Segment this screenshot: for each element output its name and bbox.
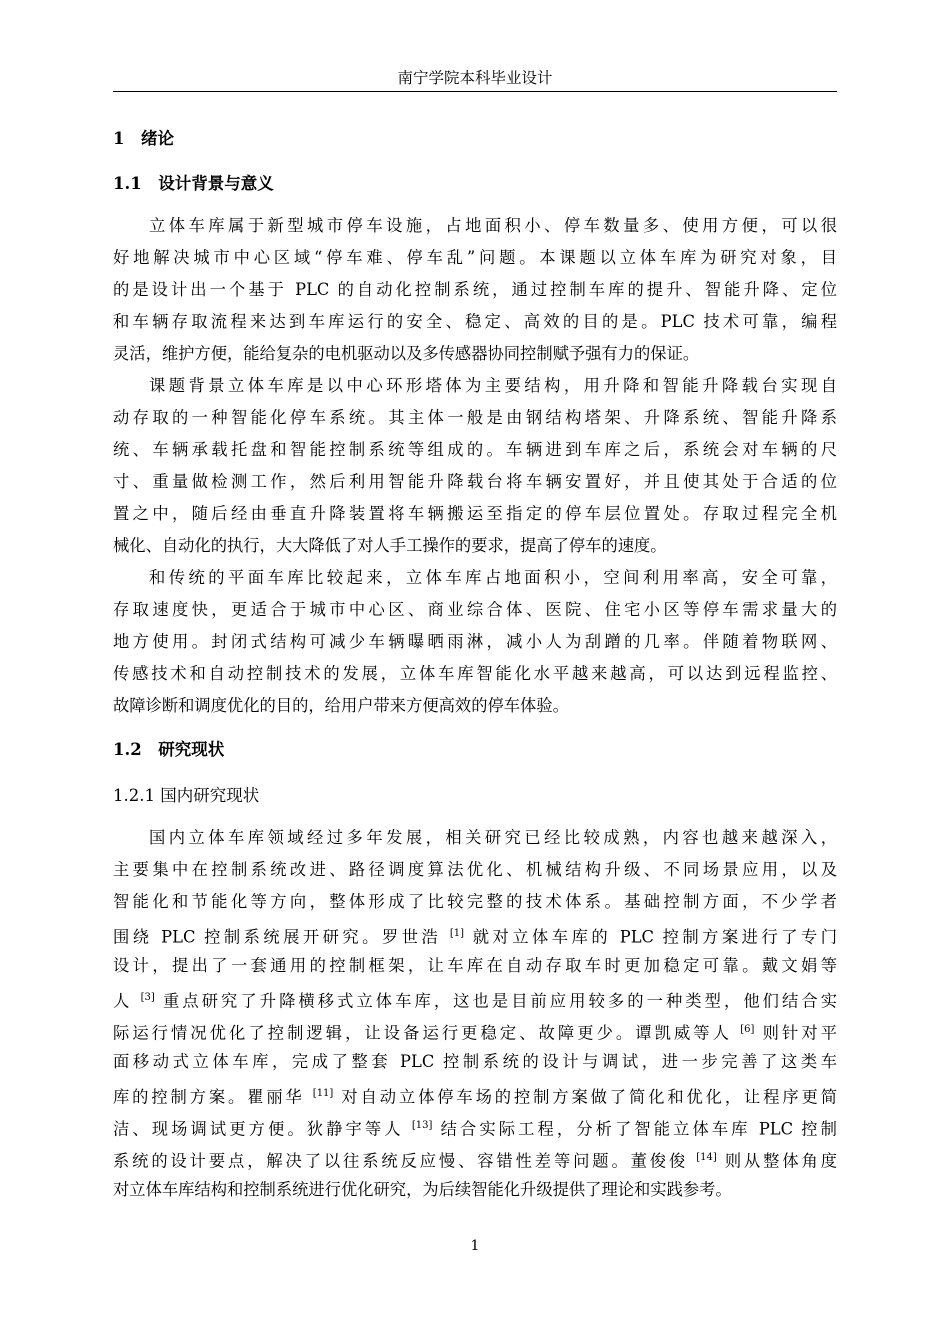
paragraph-line: 寸、重量做检测工作，然后利用智能升降载台将车辆安置好，并且使其处于合适的位 (113, 472, 837, 491)
text-run: 结合实际工程，分析了智能立体车库 PLC 控制 (440, 1119, 837, 1139)
page-number: 1 (470, 1238, 480, 1254)
text-run: 对自动立体停车场的控制方案做了简化和优化，让程序更简 (341, 1087, 837, 1107)
text-run: 系统的设计要点，解决了以往系统反应慢、容错性差等问题。董俊俊 (113, 1151, 689, 1171)
section-heading-1-2: 1.2 研究现状 (113, 740, 225, 759)
text-run: 则针对平 (762, 1023, 837, 1043)
text-run: 就对立体车库的 PLC 控制方案进行了专门 (472, 927, 838, 947)
header-title: 南宁学院本科毕业设计 (397, 69, 553, 87)
paragraph-line: 置之中，随后经由垂直升降装置将车辆搬运至指定的停车层位置处。存取过程完全机 (113, 504, 837, 523)
subsection-heading-1-2-1: 1.2.1 国内研究现状 (113, 786, 260, 805)
paragraph-line: 对立体车库结构和控制系统进行优化研究，为后续智能化升级提供了理论和实践参考。 (113, 1180, 732, 1199)
paragraph-line: 灵活，维护方便，能给复杂的电机驱动以及多传感器协同控制赋予强有力的保证。 (113, 344, 700, 363)
section-heading-1-1: 1.1 设计背景与意义 (113, 174, 274, 193)
paragraph-line: 国内立体车库领域经过多年发展，相关研究已经比较成熟，内容也越来越深入， (149, 828, 837, 847)
paragraph-line: 故障诊断和调度优化的目的，给用户带来方便高效的停车体验。 (113, 696, 569, 715)
paragraph-line: 和车辆存取流程来达到车库运行的安全、稳定、高效的目的是。PLC 技术可靠，编程 (113, 312, 837, 331)
text-run: 则从整体角度 (724, 1151, 837, 1171)
text-run: 际运行情况优化了控制逻辑，让设备运行更稳定、故障更少。谭凯威等人 (113, 1023, 732, 1043)
citation-ref[interactable]: [13] (411, 1120, 433, 1131)
paragraph-line (113, 921, 837, 947)
paragraph-line: 主要集中在控制系统改进、路径调度算法优化、机械结构升级、不同场景应用，以及 (113, 860, 837, 879)
citation-ref[interactable]: [14] (696, 1152, 717, 1163)
citation-ref[interactable]: [3] (140, 992, 155, 1003)
paragraph-line: 械化、自动化的执行，大大降低了对人手工操作的要求，提高了停车的速度。 (113, 536, 667, 555)
citation-ref[interactable]: [1] (449, 928, 465, 939)
paragraph-line (113, 1081, 837, 1107)
paragraph-line: 课题背景立体车库是以中心环形塔体为主要结构，用升降和智能升降载台实现自 (149, 376, 837, 395)
text-run: 围绕 PLC 控制系统展开研究。罗世浩 (113, 927, 442, 947)
paragraph-line: 统、车辆承载托盘和智能控制系统等组成的。车辆进到车库之后，系统会对车辆的尺 (113, 440, 837, 459)
paragraph-line (113, 1113, 837, 1139)
citation-ref[interactable]: [6] (740, 1024, 755, 1035)
text-run: 洁、现场调试更方便。狄静宇等人 (113, 1119, 404, 1139)
paragraph-line (113, 1145, 837, 1171)
paragraph-line: 好地解决城市中心区域“停车难、停车乱”问题。本课题以立体车库为研究对象，目 (113, 248, 837, 267)
citation-ref[interactable]: [11] (312, 1088, 334, 1099)
paragraph-line (113, 985, 837, 1011)
text-run: 人 (113, 991, 133, 1011)
paragraph-line: 智能化和节能化等方向，整体形成了比较完整的技术体系。基础控制方面，不少学者 (113, 892, 837, 911)
paragraph-line: 面移动式立体车库，完成了整套 PLC 控制系统的设计与调试，进一步完善了这类车 (113, 1052, 837, 1071)
paragraph-line: 动存取的一种智能化停车系统。其主体一般是由钢结构塔架、升降系统、智能升降系 (113, 408, 837, 427)
paragraph-line: 和传统的平面车库比较起来，立体车库占地面积小，空间利用率高，安全可靠， (149, 568, 837, 587)
paragraph-line: 传感技术和自动控制技术的发展，立体车库智能化水平越来越高，可以达到远程监控、 (113, 664, 837, 683)
chapter-heading: 1 绪论 (113, 129, 174, 148)
text-run: 库的控制方案。瞿丽华 (113, 1087, 305, 1107)
paragraph-line: 设计，提出了一套通用的控制框架，让车库在自动存取车时更加稳定可靠。戴文娟等 (113, 956, 837, 975)
paragraph-line: 存取速度快，更适合于城市中心区、商业综合体、医院、住宅小区等停车需求量大的 (113, 600, 837, 619)
text-run: 重点研究了升降横移式立体车库，这也是目前应用较多的一种类型，他们结合实 (163, 991, 837, 1011)
paragraph-line: 地方使用。封闭式结构可减少车辆曝晒雨淋，减小人为刮蹭的几率。伴随着物联网、 (113, 632, 837, 651)
paragraph-line (113, 1017, 837, 1043)
paragraph-line: 立体车库属于新型城市停车设施，占地面积小、停车数量多、使用方便，可以很 (149, 216, 837, 235)
header-rule (113, 91, 837, 92)
paragraph-line: 的是设计出一个基于 PLC 的自动化控制系统，通过控制车库的提升、智能升降、定位 (113, 280, 837, 299)
